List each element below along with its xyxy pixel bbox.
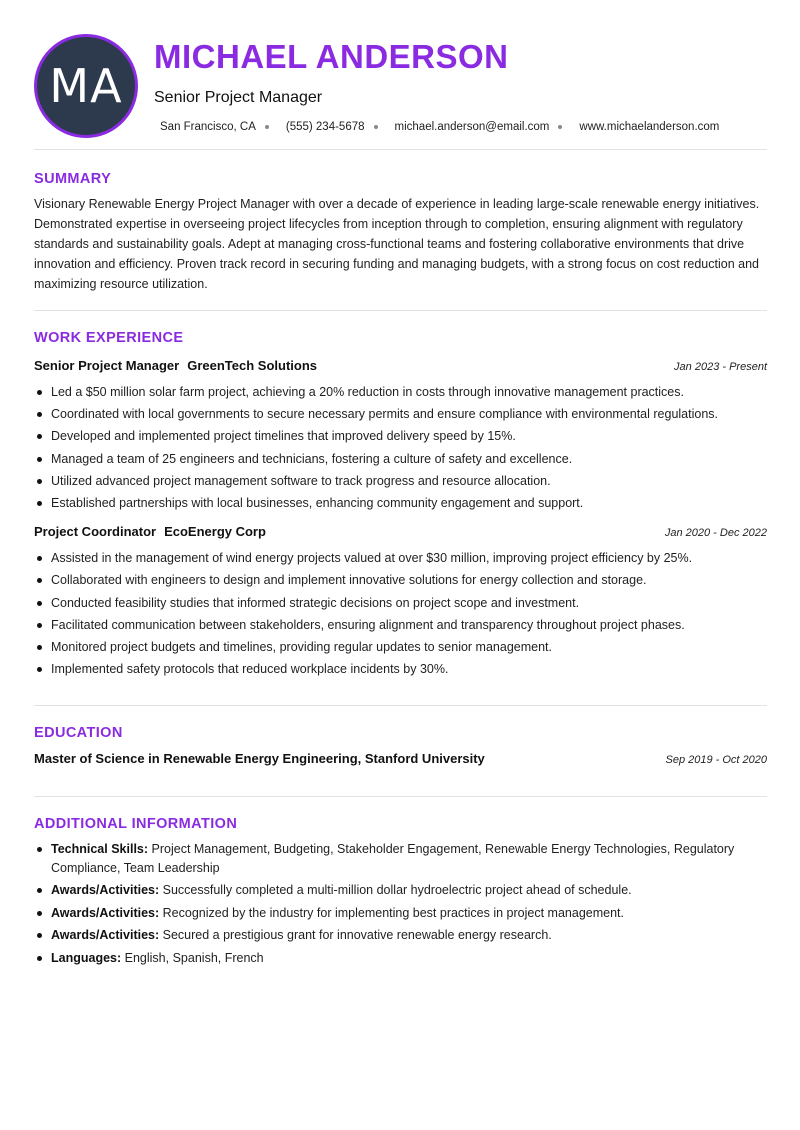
languages-label: Languages:	[51, 951, 122, 966]
additional-info-list	[34, 840, 767, 968]
job-dates: Jan 2023 - Present	[674, 361, 767, 373]
email-link[interactable]: michael.anderson@email.com	[394, 121, 550, 133]
list-item	[34, 926, 767, 945]
languages-list	[125, 951, 264, 965]
list-item: Coordinated with local governments to secure necessary permits and ensure compliance with environmental regulations.	[34, 403, 767, 425]
list-item: Conducted feasibility studies that informed strategic decisions on project scope and investment.	[34, 592, 767, 614]
avatar	[34, 34, 138, 138]
job-bullets	[34, 381, 767, 514]
info-text: Recognized by the industry for implementing best practices in project management.	[162, 905, 624, 920]
website-link[interactable]: www.michaelanderson.com	[579, 121, 720, 133]
separator-dot-icon	[374, 125, 378, 129]
info-label: Awards/Activities:	[51, 883, 160, 898]
phone-text: (555) 234-5678	[285, 121, 365, 133]
info-label: Awards/Activities:	[51, 905, 160, 920]
list-item: Monitored project budgets and timelines, providing regular updates to senior management.	[34, 636, 767, 658]
education-entry	[34, 751, 767, 766]
info-text: Successfully completed a multi-million dollar hydroelectric project ahead of schedule.	[162, 883, 632, 898]
info-text: Secured a prestigious grant for innovative renewable energy research.	[162, 928, 552, 943]
job-header	[34, 357, 767, 375]
list-item: Developed and implemented project timelines that improved delivery speed by 15%.	[34, 425, 767, 447]
job-entry	[34, 523, 767, 680]
contact-location	[160, 121, 286, 133]
info-text: Project Management, Budgeting, Stakeholder Engagement, Renewable Energy Technologies, Regulatory Compliance, Team Leadership	[51, 842, 735, 875]
resume-header	[34, 0, 767, 150]
job-dates: Jan 2020 - Dec 2022	[664, 527, 767, 540]
separator-dot-icon	[265, 125, 269, 129]
list-item	[34, 904, 767, 923]
section-title-additional-information: ADDITIONAL INFORMATION	[34, 816, 238, 832]
contact-email[interactable]	[395, 121, 580, 133]
job-title: Senior Project Manager	[34, 358, 180, 373]
list-item: Facilitated communication between stakeholders, ensuring alignment and transparency throughout project phases.	[34, 614, 767, 636]
contact-bar	[160, 121, 719, 133]
info-label: Technical Skills:	[51, 842, 149, 856]
list-item	[34, 840, 767, 878]
info-label: Awards/Activities:	[51, 928, 160, 943]
summary-section	[34, 150, 767, 311]
list-item	[34, 881, 767, 900]
list-item-languages	[34, 949, 767, 968]
list-item: Managed a team of 25 engineers and technicians, fostering a culture of safety and excellence.	[34, 448, 767, 470]
separator-dot-icon	[558, 125, 562, 129]
section-title-summary: SUMMARY	[34, 171, 112, 187]
job-header	[34, 523, 767, 541]
job-company: EcoEnergy Corp	[164, 524, 266, 540]
additional-information-section	[34, 797, 767, 968]
language: , French	[218, 951, 264, 965]
list-item: Utilized advanced project management software to track progress and resource allocation.	[34, 470, 767, 492]
list-item: Collaborated with engineers to design and implement innovative solutions for energy collection and storage.	[34, 569, 767, 591]
education-dates: Sep 2019 - Oct 2020	[665, 754, 767, 766]
section-title-work-experience: WORK EXPERIENCE	[34, 330, 184, 346]
list-item: Established partnerships with local businesses, enhancing community engagement and support.	[34, 492, 767, 514]
summary-text: Visionary Renewable Energy Project Manager with over a decade of experience in leading large-scale renewable energy initiatives. Demonstrated expertise in overseeing project lifecycles from inception through to completion, ensuring alignment with regulatory standards and sustainability goals. Adept at managing cross-functional teams and fostering collaborative environments that drive innovation and efficiency. Proven track record in securing funding and managing budgets, with a strong focus on cost reduction and maximizing resource utilization.	[34, 197, 760, 291]
candidate-role: Senior Project Manager	[154, 89, 323, 106]
education-section	[34, 706, 767, 797]
language: English	[124, 951, 166, 966]
education-degree: Master of Science in Renewable Energy Engineering, Stanford University	[34, 751, 485, 766]
contact-website[interactable]	[579, 121, 719, 133]
avatar-initials: MA	[49, 59, 123, 113]
job-title-line	[34, 523, 266, 541]
location-text: San Francisco, CA	[160, 121, 256, 133]
section-title-education: EDUCATION	[34, 725, 123, 741]
job-title-line	[34, 357, 317, 375]
job-bullets	[34, 547, 767, 680]
list-item: Implemented safety protocols that reduced workplace incidents by 30%.	[34, 658, 767, 680]
language: , Spanish	[166, 951, 218, 965]
job-company: GreenTech Solutions	[187, 358, 317, 373]
list-item: Assisted in the management of wind energy projects valued at over $30 million, improving project efficiency by 25%.	[34, 547, 767, 569]
job-entry	[34, 357, 767, 514]
candidate-name: MICHAEL ANDERSON	[154, 38, 509, 75]
job-title: Project Coordinator	[34, 524, 157, 540]
contact-phone	[286, 121, 395, 133]
list-item: Led a $50 million solar farm project, achieving a 20% reduction in costs through innovative management practices.	[34, 381, 767, 403]
work-experience-section	[34, 311, 767, 706]
